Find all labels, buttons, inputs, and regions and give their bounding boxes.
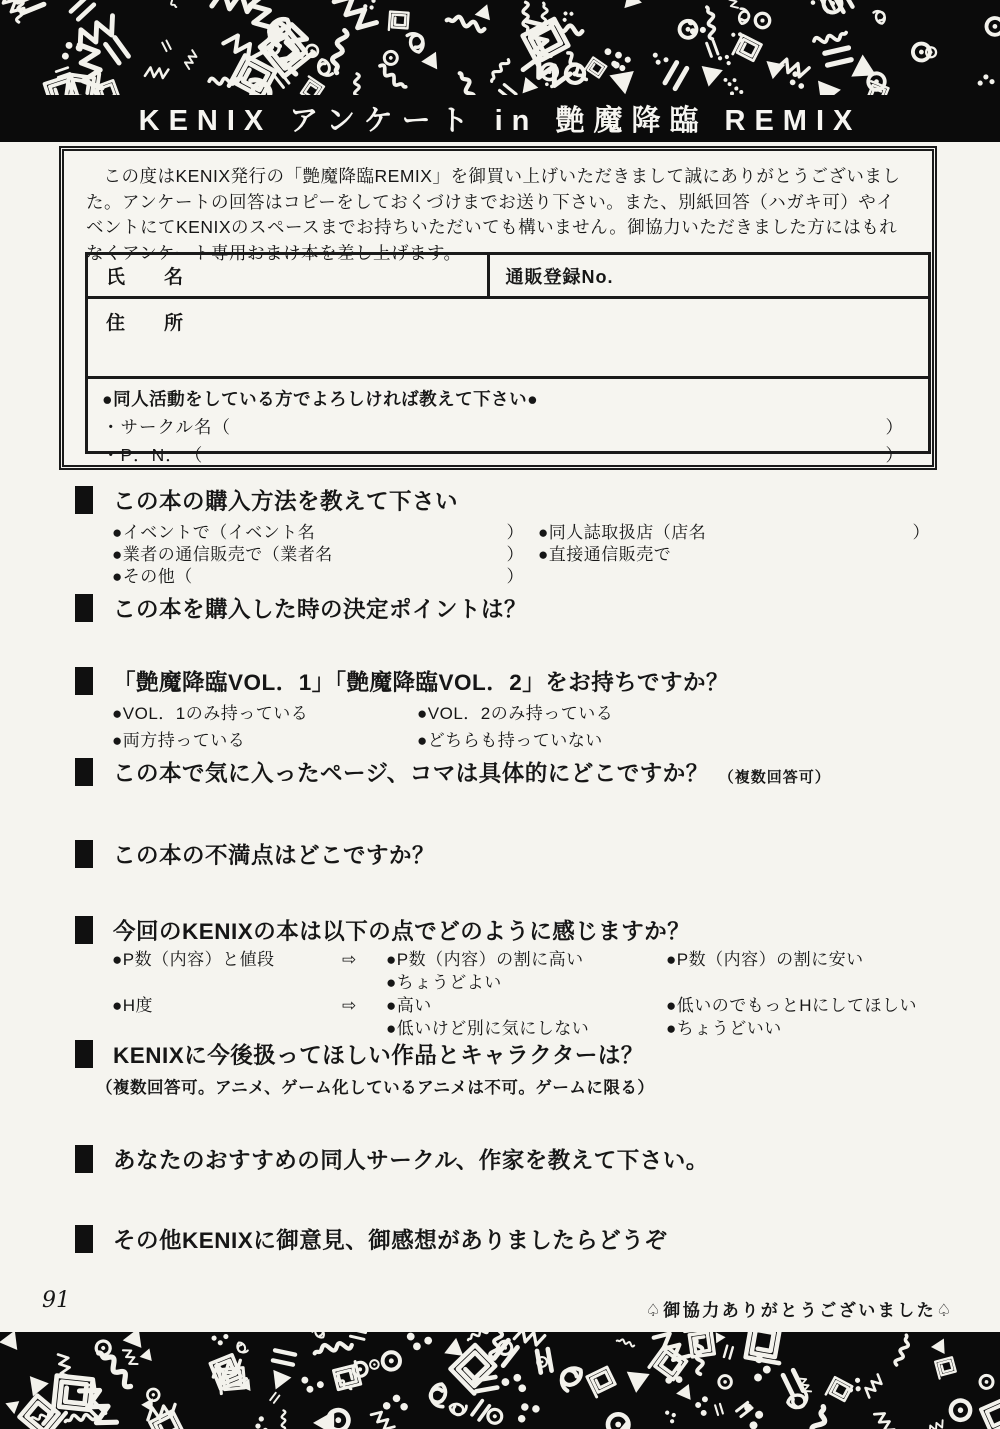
- question-8-title: あなたのおすすめの同人サークル、作家を教えて下さい。: [113, 1148, 709, 1173]
- pen-name-line: [102, 442, 904, 467]
- respondent-form-table: [85, 252, 931, 465]
- option-label: ●H度: [112, 996, 154, 1015]
- question-1-options: [112, 522, 940, 588]
- option-item: ●P数（内容）の割に安い: [666, 950, 864, 969]
- arrow-right-icon: ⇨: [342, 996, 357, 1015]
- arrow-right-icon: [342, 971, 386, 994]
- question-2-heading: [75, 592, 527, 624]
- option-item: ●P数（内容）の割に高い: [386, 950, 584, 969]
- option-item: ●高い: [386, 996, 432, 1015]
- option-item: [666, 971, 917, 994]
- mail-order-no-label: 通販登録No.: [505, 266, 614, 287]
- option-item: ●VOL．2のみ持っている: [417, 704, 614, 723]
- square-bullet-icon: [75, 1145, 93, 1173]
- option-label: [112, 971, 342, 994]
- option-item: ●その他（: [112, 567, 193, 586]
- doujin-activity-section: [88, 379, 928, 467]
- close-paren: ）: [506, 523, 524, 542]
- option-item: ●VOL．1のみ持っている: [112, 704, 309, 723]
- circle-name-label: ・サークル名（: [102, 417, 231, 437]
- square-bullet-icon: [75, 1225, 93, 1253]
- square-bullet-icon: [75, 486, 93, 514]
- option-item: ●イベントで（イベント名: [112, 523, 316, 542]
- option-item: ●直接通信販売で: [538, 545, 672, 564]
- question-1-heading: [75, 484, 458, 516]
- square-bullet-icon: [75, 758, 93, 786]
- square-bullet-icon: [75, 840, 93, 868]
- question-6-title: 今回のKENIXの本は以下の点でどのように感じますか？: [113, 919, 691, 944]
- doodle-border-bottom: [0, 1332, 1000, 1429]
- option-item: ●ちょうどいい: [666, 1019, 782, 1038]
- option-row: [112, 522, 940, 544]
- question-7-note: （複数回答可。アニメ、ゲーム化しているアニメは不可。ゲームに限る）: [96, 1079, 655, 1097]
- option-row: [112, 566, 940, 588]
- close-paren: ）: [885, 417, 904, 437]
- doujin-activity-prompt: ●同人活動をしている方でよろしければ教えて下さい●: [102, 389, 539, 409]
- question-9-heading: [75, 1223, 667, 1255]
- mail-order-no-field: [490, 255, 928, 296]
- arrow-right-icon: [342, 1017, 386, 1040]
- option-label: [112, 1017, 342, 1040]
- option-label: ●P数（内容）と値段: [112, 950, 275, 969]
- question-4-note: （複数回答可）: [718, 769, 831, 786]
- option-item: ●両方持っている: [112, 731, 246, 750]
- close-paren: ）: [506, 567, 524, 586]
- doodle-border-top: [0, 0, 1000, 95]
- intro-text: この度はKENIX発行の「艶魔降臨REMIX」を御買い上げいただきまして誠にありがとうございました。アンケートの回答はコピーをしておくづけまでお送り下さい。また、別紙回答（ハガキ可）やイベントにてKENIXのスペースまでお持ちいただいても構いません。御協力いただきました方にはもれなくアンケート専用おまけ本を差し上げます。: [86, 166, 901, 264]
- option-item: ●低いのでもっとHにしてほしい: [666, 996, 918, 1015]
- pen-name-label: ・P．N． （: [102, 445, 204, 465]
- option-item: ●業者の通信販売で（業者名: [112, 545, 333, 564]
- close-paren: ）: [506, 545, 524, 564]
- question-5-heading: [75, 838, 435, 870]
- page-title-bar: [0, 95, 1000, 142]
- option-row: [112, 544, 940, 566]
- page-number: 91: [42, 1288, 70, 1313]
- question-7-title: KENIXに今後扱ってほしい作品とキャラクターは？: [113, 1043, 644, 1068]
- question-5-title: この本の不満点はどこですか？: [113, 843, 436, 868]
- form-row-name: [88, 255, 928, 299]
- address-field: [88, 299, 928, 379]
- question-1-title: この本の購入方法を教えて下さい: [113, 489, 459, 514]
- question-6-heading: [75, 914, 690, 946]
- close-paren: ）: [885, 445, 904, 465]
- question-9-title: その他KENIXに御意見、御感想がありましたらどうぞ: [113, 1228, 668, 1253]
- option-item: ●低いけど別に気にしない: [386, 1019, 590, 1038]
- question-4-heading: [75, 756, 831, 788]
- option-item: ●ちょうどよい: [386, 973, 502, 992]
- question-3-title: 「艶魔降臨VOL．1」「艶魔降臨VOL．2」をお持ちですか？: [113, 670, 730, 695]
- name-field: [88, 255, 490, 296]
- intro-and-form-box: [59, 146, 937, 470]
- question-6-options: [112, 948, 917, 1040]
- option-item: ●どちらも持っていない: [417, 731, 603, 750]
- square-bullet-icon: [75, 667, 93, 695]
- question-3-options: [112, 702, 613, 752]
- question-3-heading: [75, 665, 729, 697]
- name-label: 氏 名: [106, 267, 194, 288]
- question-4-title: この本で気に入ったページ、コマは具体的にどこですか？: [113, 761, 709, 786]
- question-8-heading: [75, 1143, 709, 1175]
- option-item: ●同人誌取扱店（店名: [538, 523, 707, 542]
- thanks-message: ♤御協力ありがとうございました♤: [645, 1301, 954, 1320]
- address-label: 住 所: [106, 313, 194, 334]
- square-bullet-icon: [75, 1040, 93, 1068]
- question-7-heading: [75, 1038, 644, 1070]
- page-title: KENIX アンケート in 艶魔降臨 REMIX: [138, 105, 862, 137]
- question-2-title: この本を購入した時の決定ポイントは？: [113, 597, 528, 622]
- circle-name-line: [102, 414, 904, 439]
- arrow-right-icon: ⇨: [342, 950, 357, 969]
- square-bullet-icon: [75, 916, 93, 944]
- close-paren: ）: [912, 523, 930, 542]
- square-bullet-icon: [75, 594, 93, 622]
